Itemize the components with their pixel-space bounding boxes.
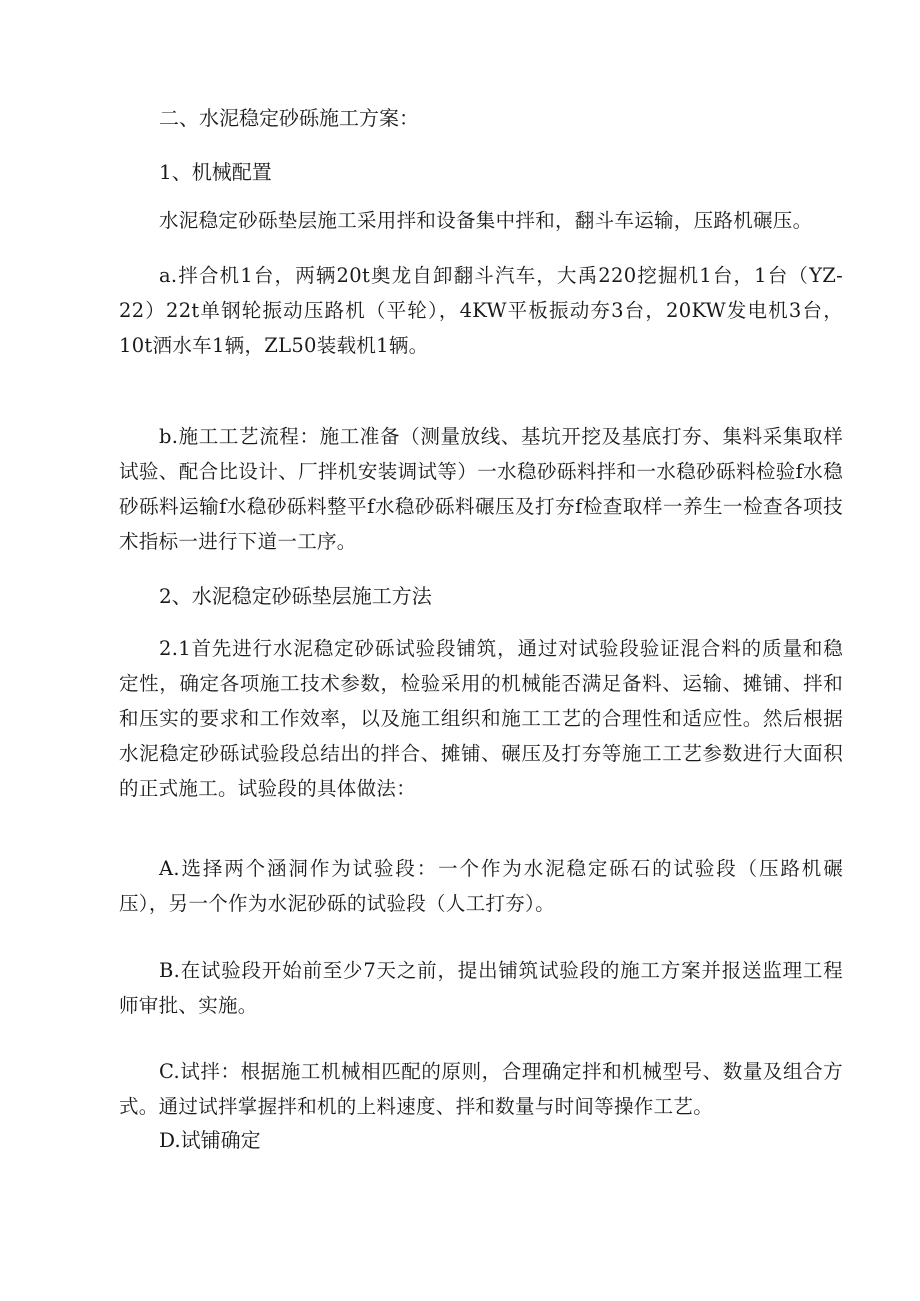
paragraph-item-b: b.施工工艺流程：施工准备（测量放线、基坑开挖及基底打夯、集料采集取样试验、配合比设计、厂拌机安装调试等）一水稳砂砾料拌和一水稳砂砾料检验f水稳砂砾料运输f水稳砂砾料整平f水稳砂砾料碾压及打夯f检查取样一养生一检查各项技术指标一进行下道一工序。 <box>119 425 843 553</box>
subsection-title-method: 2、水泥稳定砂砾垫层施工方法 <box>159 584 432 608</box>
paragraph-item-2-1: 2.1首先进行水泥稳定砂砾试验段铺筑，通过对试验段验证混合料的质量和稳定性，确定各项施工技术参数，检验采用的机械能否满足备料、运输、摊铺、拌和和压实的要求和工作效率，以及施工组织和施工工艺的合理性和适应性。然后根据水泥稳定砂砾试验段总结出的拌合、摊铺、碾压及打夯等施工工艺参数进行大面积的正式施工。试验段的具体做法： <box>119 637 843 800</box>
paragraph-item-A: A.选择两个涵洞作为试验段：一个作为水泥稳定砾石的试验段（压路机碾压），另一个作为水泥砂砾的试验段（人工打夯）。 <box>119 857 843 915</box>
subsection-title-machinery: 1、机械配置 <box>159 160 272 184</box>
section-title: 二、水泥稳定砂砾施工方案： <box>159 106 419 130</box>
paragraph-item-a: a.拌合机1台，两辆20t奥龙自卸翻斗汽车，大禹220挖掘机1台，1台（YZ-22）22t单钢轮振动压路机（平轮），4KW平板振动夯3台，20KW发电机3台，10t洒水车1辆，ZL50装载机1辆。 <box>119 264 843 357</box>
paragraph-machinery-intro: 水泥稳定砂砾垫层施工采用拌和设备集中拌和，翻斗车运输，压路机碾压。 <box>159 209 813 232</box>
paragraph-item-B: B.在试验段开始前至少7天之前，提出铺筑试验段的施工方案并报送监理工程师审批、实施。 <box>119 959 843 1017</box>
paragraph-item-D: D.试铺确定 <box>159 1128 261 1152</box>
paragraph-item-C: C.试拌：根据施工机械相匹配的原则，合理确定拌和机械型号、数量及组合方式。通过试拌掌握拌和机的上料速度、拌和数量与时间等操作工艺。 <box>119 1060 843 1118</box>
